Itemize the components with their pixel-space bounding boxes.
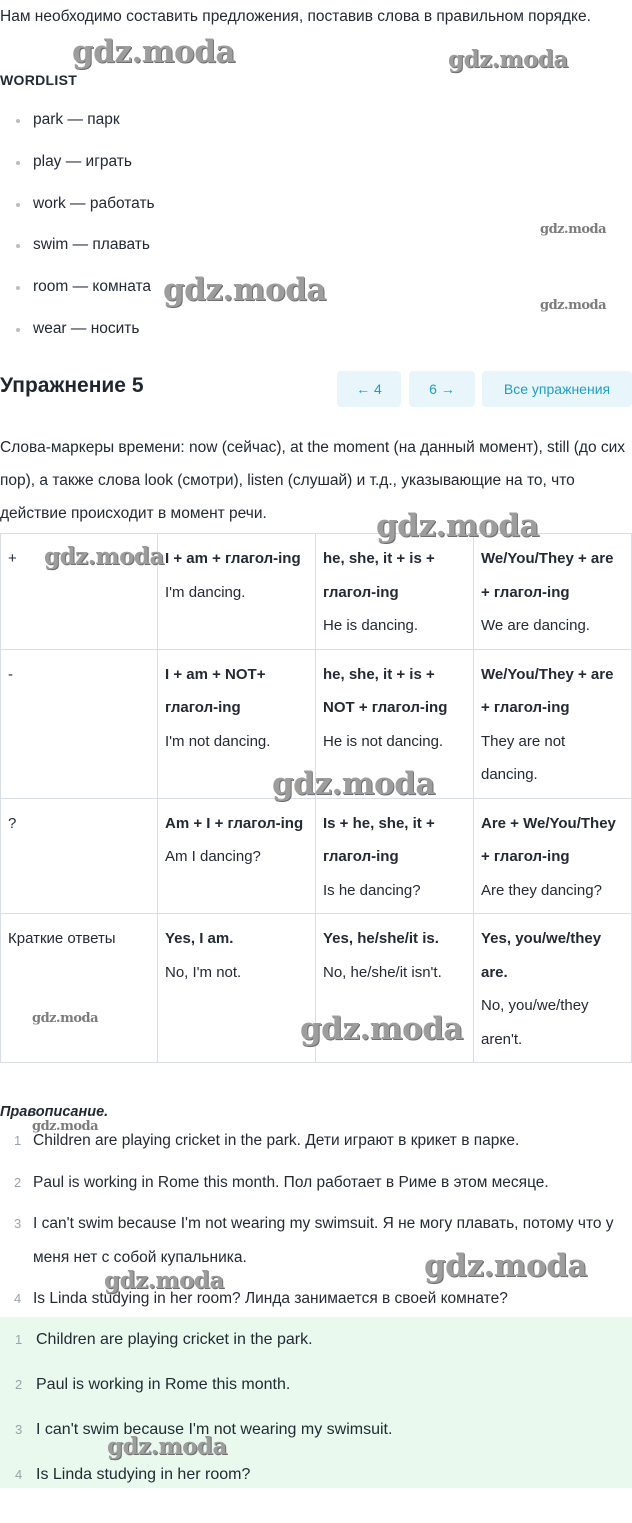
watermark: gdz.moda	[540, 298, 607, 313]
row-label: ?	[1, 798, 158, 914]
list-item	[0, 1456, 632, 1501]
answer-text: Children are playing cricket in the park.	[36, 1331, 313, 1348]
cell-example: No, he/she/it isn't.	[323, 963, 442, 981]
cell-example: Am I dancing?	[165, 848, 261, 865]
cell-formula: he, she, it + is + NOT + глагол-ing	[323, 665, 448, 716]
list-item	[0, 1411, 632, 1456]
list-item: swim — плавать	[0, 235, 155, 277]
watermark: gdz.moda	[300, 1011, 463, 1047]
watermark: gdz.moda	[424, 1248, 587, 1284]
row-label: -	[1, 649, 158, 798]
table-cell	[316, 534, 474, 650]
list-item	[0, 1124, 632, 1158]
list-item	[0, 1207, 632, 1274]
list-item: play — играть	[0, 152, 155, 194]
answer-text: Paul is working in Rome this month.	[36, 1376, 291, 1393]
sentence-text: Children are playing cricket in the park. Дети играют в крикет в парке.	[33, 1132, 520, 1149]
watermark: gdz.moda	[72, 34, 235, 70]
cell-formula: Yes, you/we/they are.	[481, 930, 602, 981]
answer-text: I can't swim because I'm not wearing my swimsuit.	[36, 1421, 393, 1438]
table-cell	[316, 914, 474, 1063]
item-number: 1	[15, 1332, 23, 1347]
watermark: gdz.moda	[32, 1119, 99, 1134]
table-row	[1, 534, 632, 650]
cell-formula: I + am + глагол-ing	[165, 550, 301, 567]
row-label: +	[1, 534, 158, 650]
table-cell	[474, 649, 632, 798]
list-item	[0, 1321, 632, 1366]
list-item	[0, 1366, 632, 1411]
list-item	[0, 1166, 632, 1200]
watermark: gdz.moda	[376, 508, 539, 544]
cell-formula: Yes, he/she/it is.	[323, 930, 439, 947]
list-item: room — комната	[0, 277, 155, 319]
table-cell	[158, 798, 316, 914]
cell-example: I'm not dancing.	[165, 732, 271, 750]
item-number: 3	[14, 1216, 22, 1231]
cell-example: Is he dancing?	[323, 881, 421, 899]
cell-formula: Yes, I am.	[165, 930, 234, 947]
watermark: gdz.moda	[44, 543, 164, 570]
watermark: gdz.moda	[107, 1433, 227, 1460]
prev-exercise-button[interactable]: ← 4	[337, 371, 401, 407]
answer-box	[0, 1317, 632, 1488]
watermark: gdz.moda	[272, 766, 435, 802]
grammar-table	[0, 533, 632, 1063]
cell-example: No, you/we/they aren't.	[481, 997, 589, 1048]
table-cell	[316, 649, 474, 798]
item-number: 2	[14, 1174, 22, 1190]
table-cell	[158, 534, 316, 650]
cell-formula: I + am + NOT+ глагол-ing	[165, 665, 266, 716]
cell-formula: Is + he, she, it + глагол-ing	[323, 814, 435, 865]
time-markers-text: Слова-маркеры времени: now (сейчас), at the moment (на данный момент), still (до сих пор), а также слова look (смотри), listen (слушай) и т.д., указывающие на то, что действие происходит в момент речи.	[0, 439, 626, 522]
item-number: 1	[14, 1133, 22, 1148]
watermark: gdz.moda	[540, 222, 607, 237]
cell-formula: We/You/They + are + глагол-ing	[481, 550, 614, 601]
row-label: Краткие ответы	[1, 914, 158, 1063]
list-item: park — парк	[0, 110, 155, 152]
cell-example: Are they dancing?	[481, 881, 602, 899]
sentence-text: Paul is working in Rome this month. Пол работает в Риме в этом месяце.	[33, 1173, 549, 1191]
table-cell	[158, 649, 316, 798]
table-cell	[158, 914, 316, 1063]
item-number: 4	[14, 1291, 22, 1306]
cell-example: He is not dancing.	[323, 732, 444, 750]
spelling-title: Правописание.	[0, 1104, 109, 1120]
table-cell	[474, 914, 632, 1063]
table-row	[1, 798, 632, 914]
item-number: 2	[15, 1377, 23, 1392]
cell-example: We are dancing.	[481, 617, 590, 634]
watermark: gdz.moda	[163, 272, 326, 308]
wordlist-title: WORDLIST	[0, 72, 78, 88]
cell-formula: Are + We/You/They + глагол-ing	[481, 814, 616, 865]
cell-example: They are not dancing.	[481, 732, 566, 783]
answer-list	[0, 1317, 632, 1501]
watermark: gdz.moda	[32, 1011, 99, 1026]
sentence-text: Is Linda studying in her room? Линда занимается в своей комнате?	[33, 1290, 508, 1307]
exercise-title: Упражнение 5	[0, 374, 144, 397]
table-cell	[474, 798, 632, 914]
cell-example: No, I'm not.	[165, 963, 242, 981]
item-number: 3	[15, 1422, 23, 1437]
cell-example: I'm dancing.	[165, 583, 246, 601]
table-cell	[316, 798, 474, 914]
all-exercises-button[interactable]: Все упражнения	[482, 371, 632, 407]
answer-text: Is Linda studying in her room?	[36, 1466, 251, 1483]
sentence-text: I can't swim because I'm not wearing my swimsuit. Я не могу плавать, потому что у меня нет с собой купальника.	[33, 1215, 614, 1266]
sentence-list	[0, 1124, 632, 1324]
next-exercise-button[interactable]: 6 →	[409, 371, 475, 407]
list-item: wear — носить	[0, 319, 155, 361]
table-row	[1, 914, 632, 1063]
list-item: work — работать	[0, 194, 155, 236]
table-cell	[474, 534, 632, 650]
cell-example: He is dancing.	[323, 617, 419, 634]
intro-text: Нам необходимо составить предложения, поставив слова в правильном порядке.	[0, 8, 591, 25]
cell-formula: We/You/They + are + глагол-ing	[481, 665, 614, 716]
watermark: gdz.moda	[104, 1267, 224, 1294]
wordlist	[0, 110, 155, 361]
watermark: gdz.moda	[448, 46, 568, 73]
cell-formula: Am + I + глагол-ing	[165, 814, 304, 832]
cell-formula: he, she, it + is + глагол-ing	[323, 550, 435, 601]
list-item	[0, 1282, 632, 1316]
item-number: 4	[15, 1467, 23, 1482]
table-row	[1, 649, 632, 798]
